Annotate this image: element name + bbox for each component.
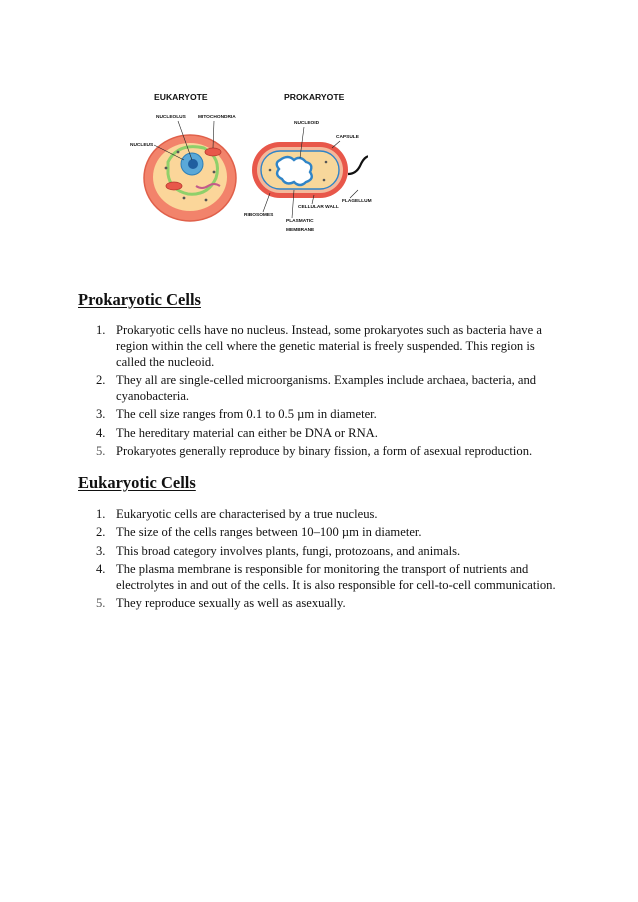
list-item	[78, 407, 558, 423]
list-item	[78, 426, 558, 442]
label-membrane: MEMBRANE	[286, 228, 315, 233]
list-number: 4.	[96, 425, 106, 440]
list-item	[78, 323, 558, 370]
list-text: Eukaryotic cells are characterised by a true nucleus.	[116, 507, 378, 521]
leader-ribosomes	[263, 193, 270, 212]
label-flagellum: FLAGELLUM	[342, 199, 372, 204]
list-text: The cell size ranges from 0.1 to 0.5 µm in diameter.	[116, 407, 377, 422]
list-item	[78, 596, 558, 612]
list-text: The size of the cells ranges between 10–100 µm in diameter.	[116, 525, 422, 540]
list-text: The hereditary material can either be DNA or RNA.	[116, 425, 378, 440]
list-number: 2.	[96, 525, 106, 540]
list-number: 5.	[96, 443, 106, 458]
prokaryotic-list	[78, 323, 558, 462]
list-text: This broad category involves plants, fungi, protozoans, and animals.	[116, 543, 461, 558]
prokaryotic-heading: Prokaryotic Cells	[78, 290, 201, 309]
label-capsule: CAPSULE	[336, 135, 359, 140]
list-text: The plasma membrane is responsible for monitoring the transport of nutrients and electrolytes in and out of the cells. It is also responsible for cell-to-cell communication.	[116, 562, 556, 592]
list-item	[78, 444, 558, 460]
list-item	[78, 544, 558, 560]
list-number: 1.	[96, 507, 106, 521]
leader-plasmatic-membrane	[292, 190, 294, 218]
list-number: 3.	[96, 543, 106, 558]
list-text: They reproduce sexually as well as asexually.	[116, 596, 346, 611]
list-number: 5.	[96, 596, 106, 611]
leader-cellular-wall	[312, 195, 314, 204]
list-item	[78, 525, 558, 541]
list-number: 1.	[96, 323, 106, 337]
list-text: They all are single-celled microorganisms. Examples include archaea, bacteria, and cyanobacteria.	[116, 372, 537, 403]
list-item	[78, 373, 558, 405]
eukaryotic-heading: Eukaryotic Cells	[78, 473, 196, 492]
label-ribosomes: RIBOSOMES	[244, 213, 274, 218]
eukaryotic-list	[78, 507, 558, 615]
label-nucleus: NUCLEUS	[130, 143, 154, 148]
list-item	[78, 562, 558, 594]
list-text: Prokaryotes generally reproduce by binary fission, a form of asexual reproduction.	[116, 443, 533, 458]
label-mitochondria: MITOCHONDRIA	[198, 115, 236, 120]
label-nucleolus: NUCLEOLUS	[156, 115, 186, 120]
list-number: 4.	[96, 562, 106, 577]
list-number: 2.	[96, 372, 106, 387]
label-cellular-wall: CELLULAR WALL	[298, 205, 339, 210]
list-text: Prokaryotic cells have no nucleus. Instead, some prokaryotes such as bacteria have a region within the cell where the genetic material is freely suspended. This region is called the nucleoid.	[116, 323, 542, 369]
leader-flagellum	[350, 190, 358, 198]
prokaryote-title: PROKARYOTE	[284, 92, 345, 102]
list-number: 3.	[96, 407, 106, 422]
label-nucleoid: NUCLEOID	[294, 121, 320, 126]
list-item	[78, 507, 558, 523]
eukaryote-title: EUKARYOTE	[154, 92, 208, 102]
lower-label-layer	[118, 82, 380, 252]
label-plasmatic: PLASMATIC	[286, 219, 314, 224]
figure-lower-labels	[118, 82, 380, 252]
